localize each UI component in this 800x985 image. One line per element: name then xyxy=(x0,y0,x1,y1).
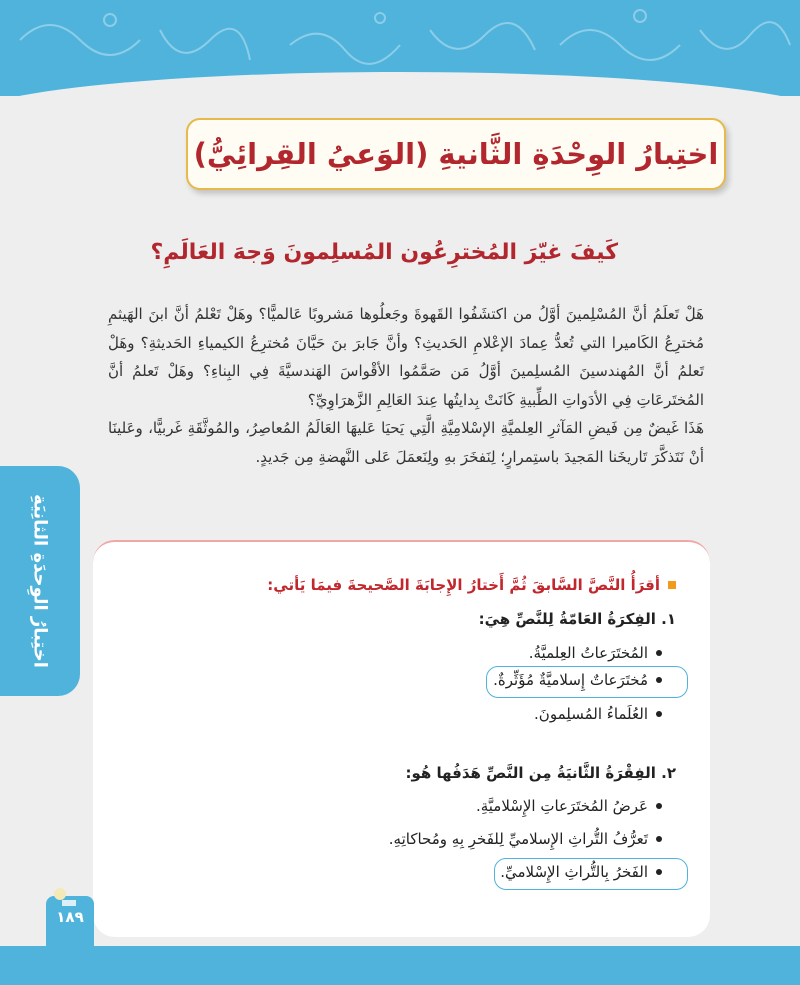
q1-option-3[interactable] xyxy=(534,705,662,723)
option-text: مُختَرَعاتٌ إِسلاميَّةٌ مُؤَثِّرةٌ. xyxy=(493,671,648,689)
reading-subtitle: كَيفَ غيّرَ المُخترِعُون المُسلِمونَ وَجهَ العَالَمِ؟ xyxy=(150,240,618,265)
q2-option-1[interactable] xyxy=(476,797,662,815)
banner-curve-layer xyxy=(0,0,800,100)
option-text: الفَخرُ بِالتُّراثِ الإِسْلاميِّ. xyxy=(500,863,648,881)
question-1: ١. الفِكرَةُ العَامّةُ لِلنَّصِّ هِيَ: xyxy=(478,610,676,628)
unit-test-title-box xyxy=(186,118,726,190)
question-2: ٢. الفِقْرَةُ الثَّانيَةُ مِن النَّصِّ هَدَفُها هُو: xyxy=(405,764,676,782)
q2-option-3-selected[interactable] xyxy=(500,863,662,881)
bullet-icon xyxy=(656,869,662,875)
bullet-icon xyxy=(656,711,662,717)
book-icon xyxy=(52,886,80,908)
option-text: عَرضُ المُختَرَعاتِ الإِسْلاميَّةِ. xyxy=(475,797,648,815)
q1-option-2-selected[interactable] xyxy=(493,671,662,689)
option-text: تَعرُّفُ التُّراثِ الإِسلاميِّ لِلفَخرِ بِهِ ومُحاكاتِهِ. xyxy=(388,830,648,848)
q2-option-2[interactable] xyxy=(389,830,662,848)
bullet-icon xyxy=(656,650,662,656)
reading-passage xyxy=(108,300,704,471)
option-text: العُلَماءُ المُسلِمونَ. xyxy=(534,705,648,723)
passage-paragraph-2: هَذَا غَيضٌ مِن فَيضِ المَآثرِ العِلميَّةِ الإسْلامِيَّةِ الَّتِي يَحيَا عَليهَا العَالَمُ المُعاصِرُ، والمُوثَّقَةِ غَربيًّا، وعَلينَا أنْ نَتَذكَّرَ تَاريخَنا المَجيدَ باستِمرارٍ؛ لِنَفخَرَ بهِ ولِنَعمَلَ عَلى النَّهضةِ مِن جَديدٍ. xyxy=(108,419,704,466)
page-title: اختِبارُ الوِحْدَةِ الثَّانيةِ (الوَعيُ القِرائِيُّ) xyxy=(193,137,719,171)
bullet-icon xyxy=(656,677,662,683)
instruction-text: أقرَأُ النَّصَّ السَّابقَ ثُمَّ أَختارُ الإِجابَةَ الصَّحيحةَ فيمَا يَأتي: xyxy=(267,576,660,594)
side-unit-tab xyxy=(0,466,80,696)
side-tab-label: اختِبارُ الوِحدَةِ الثانِيَةِ xyxy=(29,494,51,668)
exercise-instruction xyxy=(267,576,676,594)
page-number: ١٨٩ xyxy=(56,908,84,926)
option-text: المُختَرَعاتُ العِلميَّةُ. xyxy=(528,644,648,662)
q1-option-1[interactable] xyxy=(529,644,662,662)
exercise-card xyxy=(93,540,710,937)
bullet-icon xyxy=(656,803,662,809)
passage-paragraph-1: هَلْ تَعلَمُ أنَّ المُسْلِمينَ أوَّلُ من اكتشَفُوا القَهوةَ وجَعلُوها مَشروبًا عَالميًّا؟ وهَلْ تَعْلمُ أنَّ ابنَ الهَيثمِ مُخترِعُ الكَاميرا التي تُعدُّ عِمادَ الإعْلامِ الحَديثِ؟ وأنَّ جَابرَ بنَ حَيَّانَ مُخترِعُ الكيمياءِ الحَديثةِ؟ وهَلْ تَعلمُ أنَّ المُهندسينَ المُسلِمينَ أوَّلُ مَن صَمَّمُوا الأقْواسَ الهَندسيَّةَ فِي البِناءِ؟ وهَلْ تَعلمُ أنَّ المُختَرعَاتِ فِي الأدَواتِ الطِّبيةِ كَانَتْ بِدايتُها عِندَ العَالِمِ الزَّهرَاوِيِّ؟ xyxy=(108,305,704,409)
bottom-band xyxy=(0,946,800,985)
square-bullet-icon xyxy=(668,581,676,589)
bullet-icon xyxy=(656,836,662,842)
